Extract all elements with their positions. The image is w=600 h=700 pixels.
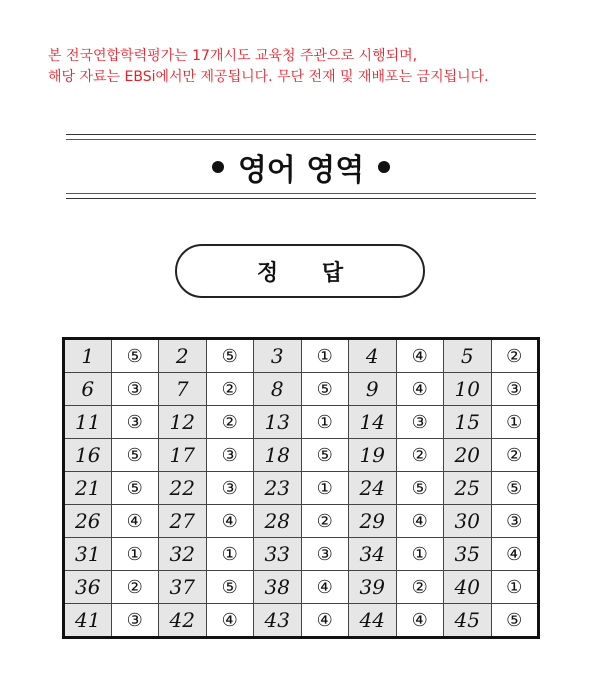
question-number: 23 <box>254 472 302 505</box>
answer-choice: ③ <box>206 439 254 472</box>
answer-choice: ④ <box>491 538 539 571</box>
question-number: 14 <box>349 406 397 439</box>
answer-label-badge <box>175 244 425 298</box>
answer-choice: ② <box>396 439 444 472</box>
answer-choice: ④ <box>301 571 349 604</box>
question-number: 2 <box>159 339 207 373</box>
bullet-left-icon <box>212 161 224 173</box>
question-number: 10 <box>444 373 492 406</box>
answer-choice: ② <box>491 439 539 472</box>
question-number: 4 <box>349 339 397 373</box>
title-rule-bottom-outer <box>66 198 536 199</box>
question-number: 31 <box>64 538 112 571</box>
question-number: 5 <box>444 339 492 373</box>
answer-choice: ① <box>206 538 254 571</box>
question-number: 32 <box>159 538 207 571</box>
question-number: 20 <box>444 439 492 472</box>
question-number: 16 <box>64 439 112 472</box>
question-number: 3 <box>254 339 302 373</box>
answer-choice: ③ <box>491 505 539 538</box>
question-number: 41 <box>64 604 112 638</box>
answer-choice: ① <box>396 538 444 571</box>
table-row <box>64 604 539 638</box>
answer-choice: ③ <box>206 472 254 505</box>
question-number: 35 <box>444 538 492 571</box>
answer-choice: ④ <box>206 604 254 638</box>
question-number: 22 <box>159 472 207 505</box>
answer-choice: ① <box>301 406 349 439</box>
question-number: 39 <box>349 571 397 604</box>
question-number: 42 <box>159 604 207 638</box>
question-number: 25 <box>444 472 492 505</box>
question-number: 11 <box>64 406 112 439</box>
answer-choice: ③ <box>301 538 349 571</box>
answer-choice: ⑤ <box>111 339 159 373</box>
question-number: 19 <box>349 439 397 472</box>
answer-table <box>62 337 540 639</box>
answer-choice: ④ <box>396 339 444 373</box>
answer-choice: ② <box>396 571 444 604</box>
answer-choice: ⑤ <box>111 472 159 505</box>
answer-choice: ⑤ <box>396 472 444 505</box>
question-number: 44 <box>349 604 397 638</box>
table-row <box>64 406 539 439</box>
title-rule-top-inner <box>66 139 536 140</box>
answer-choice: ① <box>111 538 159 571</box>
answer-choice: ⑤ <box>206 339 254 373</box>
answer-choice: ⑤ <box>491 472 539 505</box>
question-number: 30 <box>444 505 492 538</box>
answer-choice: ⑤ <box>491 604 539 638</box>
answer-choice: ② <box>301 505 349 538</box>
answer-choice: ① <box>301 472 349 505</box>
table-row <box>64 538 539 571</box>
question-number: 45 <box>444 604 492 638</box>
question-number: 15 <box>444 406 492 439</box>
question-number: 18 <box>254 439 302 472</box>
answer-choice: ④ <box>206 505 254 538</box>
answer-choice: ③ <box>491 373 539 406</box>
question-number: 40 <box>444 571 492 604</box>
answer-label-text: 정 답 <box>256 260 362 286</box>
question-number: 7 <box>159 373 207 406</box>
copyright-notice <box>48 46 489 88</box>
answer-choice: ③ <box>111 373 159 406</box>
answer-choice: ④ <box>396 505 444 538</box>
table-row <box>64 439 539 472</box>
notice-line-2: 해당 자료는 EBSi에서만 제공됩니다. 무단 전재 및 재배포는 금지됩니다. <box>48 69 489 85</box>
answer-choice: ③ <box>111 604 159 638</box>
question-number: 21 <box>64 472 112 505</box>
question-number: 34 <box>349 538 397 571</box>
question-number: 36 <box>64 571 112 604</box>
question-number: 37 <box>159 571 207 604</box>
question-number: 26 <box>64 505 112 538</box>
answer-choice: ⑤ <box>301 373 349 406</box>
answer-choice: ② <box>111 571 159 604</box>
table-row <box>64 571 539 604</box>
notice-line-1: 본 전국연합학력평가는 17개시도 교육청 주관으로 시행되며, <box>48 48 418 64</box>
answer-choice: ⑤ <box>206 571 254 604</box>
question-number: 12 <box>159 406 207 439</box>
question-number: 38 <box>254 571 302 604</box>
question-number: 28 <box>254 505 302 538</box>
answer-choice: ② <box>206 406 254 439</box>
title-rule-bottom-inner <box>66 193 536 194</box>
answer-choice: ④ <box>301 604 349 638</box>
table-row <box>64 472 539 505</box>
answer-choice: ④ <box>396 373 444 406</box>
question-number: 17 <box>159 439 207 472</box>
question-number: 27 <box>159 505 207 538</box>
question-number: 13 <box>254 406 302 439</box>
table-row <box>64 505 539 538</box>
question-number: 29 <box>349 505 397 538</box>
answer-choice: ① <box>301 339 349 373</box>
answer-choice: ⑤ <box>111 439 159 472</box>
answer-choice: ② <box>491 339 539 373</box>
section-title-text: 영어 영역 <box>237 153 365 188</box>
answer-choice: ① <box>491 571 539 604</box>
question-number: 24 <box>349 472 397 505</box>
table-row <box>64 339 539 373</box>
question-number: 9 <box>349 373 397 406</box>
answer-choice: ② <box>206 373 254 406</box>
section-title <box>66 146 536 188</box>
answer-choice: ③ <box>396 406 444 439</box>
title-rule-top-outer <box>66 134 536 135</box>
answer-choice: ④ <box>111 505 159 538</box>
question-number: 6 <box>64 373 112 406</box>
answer-choice: ③ <box>111 406 159 439</box>
question-number: 33 <box>254 538 302 571</box>
answer-choice: ⑤ <box>301 439 349 472</box>
answer-choice: ④ <box>396 604 444 638</box>
question-number: 8 <box>254 373 302 406</box>
answer-choice: ① <box>491 406 539 439</box>
question-number: 43 <box>254 604 302 638</box>
question-number: 1 <box>64 339 112 373</box>
bullet-right-icon <box>378 161 390 173</box>
table-row <box>64 373 539 406</box>
